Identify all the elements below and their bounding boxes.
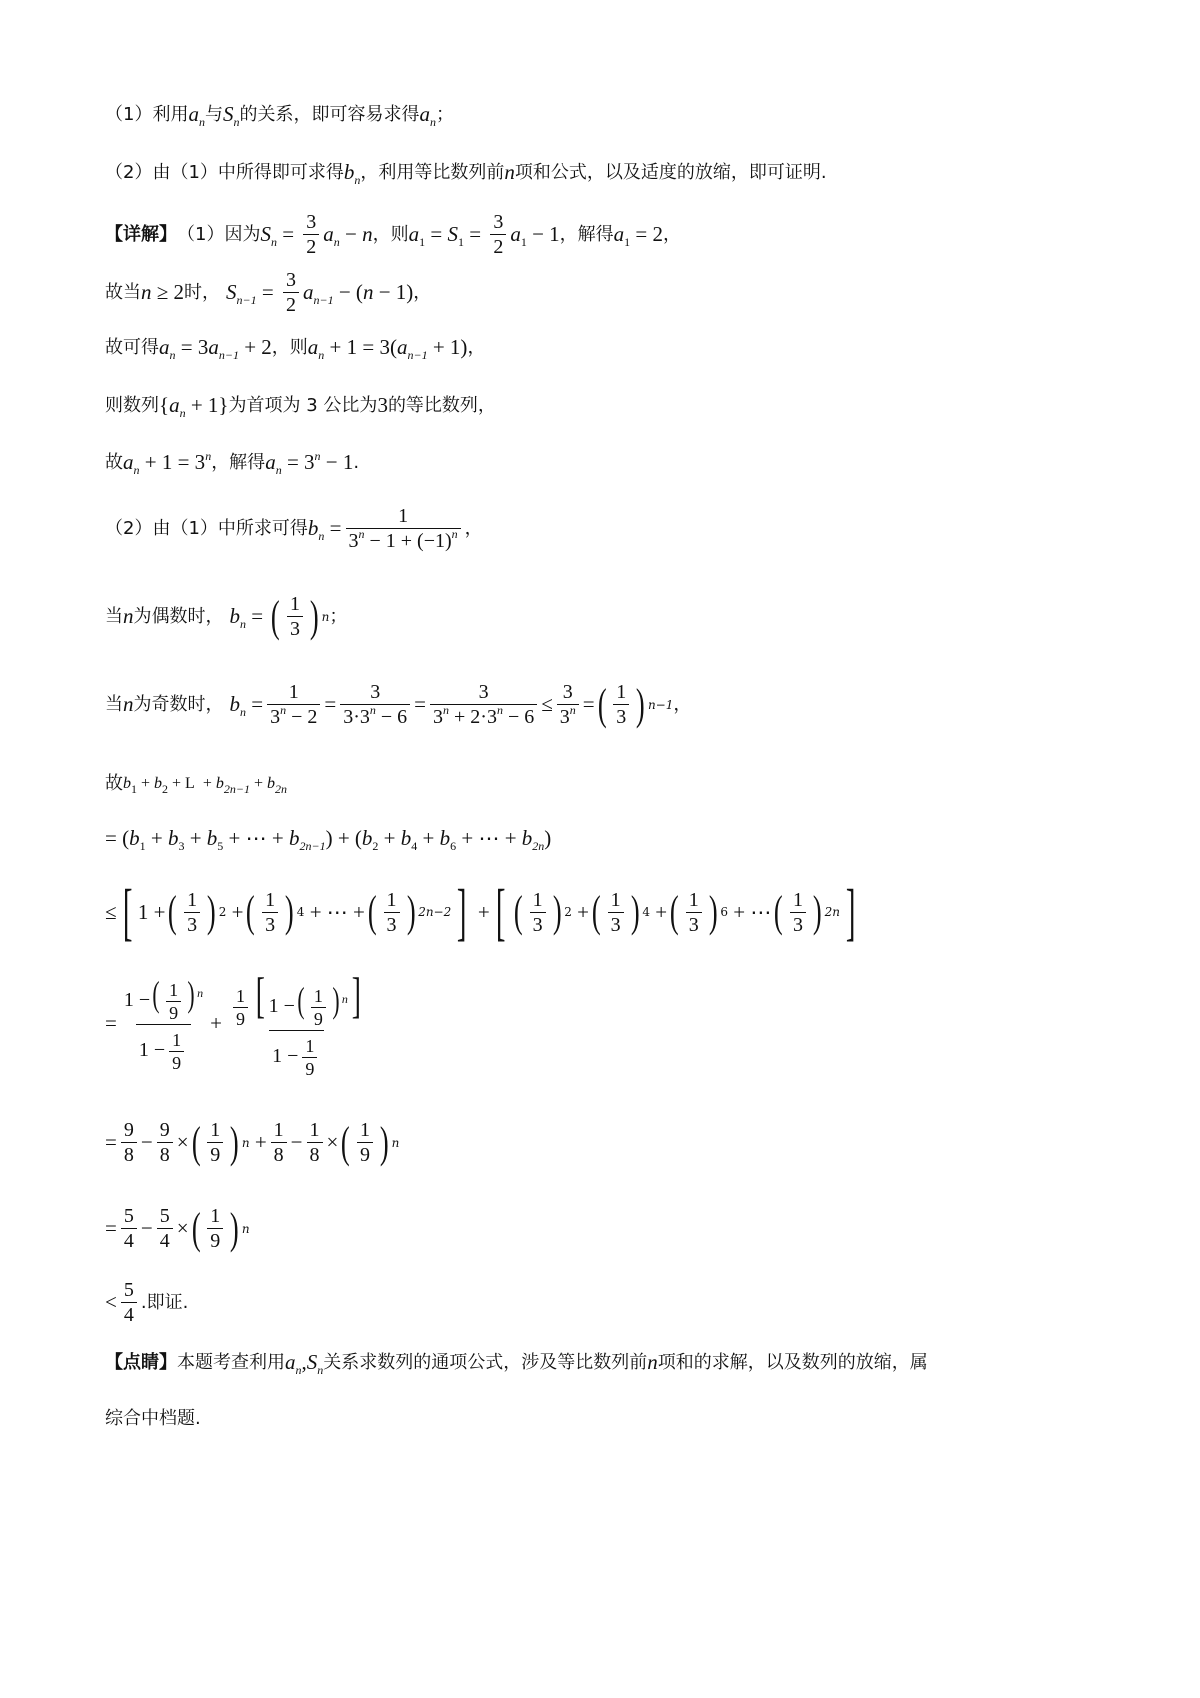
sum-geometric: = 1 −( $\frac{1}{9}$ ) $^n$ 1 − $\frac{1}{9}$ + $\frac{1}{9}$ [ 1 −( $\frac{1}{9}$ ) $^n$] 1 − $\frac{1}{9}$	[105, 967, 361, 1079]
remark-tag: 【点睛】	[105, 1351, 177, 1373]
sum-intro: 故 $b_1$ + $b_2$ + L + $b_{2n-1}$ + $b_{2n}$	[105, 773, 287, 796]
step-n-ge-2: 故当 n ≥ 2 时， $S_{n-1}$ = $\frac{3}{2}$ $a_{n-1}$ − ( n − 1) ，	[105, 269, 432, 316]
even-case: 当 n 为偶数时， $b_n$ = ( 1 3 ) n ；	[105, 591, 348, 641]
detail-tag: 【详解】	[105, 223, 177, 245]
step-geometric: 则数列 { $a_n$ + 1} 为首项为 3 公比为 3 的等比数列，	[105, 393, 496, 420]
odd-case: 当 n 为奇数时， $b_n$ = $\frac{1}{3^n - 2}$ = $\frac{3}{3\cdot 3^n - 6}$ = $\frac{3}{3^n + 2\cdot 3^n - 6}$ ≤ $\frac{3}{3^n}$ = ( 1 3 ) n−1 ，	[105, 679, 692, 729]
sum-expanded: = $\frac{9}{8}$ − $\frac{9}{8}$ × ( 1 9 ) n + $\frac{1}{8}$ − $\frac{1}{8}$ × ( 1 9 ) n	[105, 1117, 400, 1167]
remark-line: 【点睛】 本题考查利用 $a_n$ , $S_n$ 关系求数列的通项公式，涉及等比数列前 n 项和的求解，以及数列的放缩，属	[105, 1350, 928, 1377]
hint-part1: （1）利用 $a_n$ 与 $S_n$ 的关系，即可容易求得 $a_n$ ；	[105, 102, 454, 129]
sum-simplified: = $\frac{5}{4}$ − $\frac{5}{4}$ × ( 1 9 ) n	[105, 1203, 250, 1253]
sum-bound: ≤ [ 1 + ( 1 3 ) 2 + ( 1 3 ) 4 + ⋯ + ( 1 3 ) 2n−2 ] + [ ( 1 3 ) 2 + ( 1 3 ) 4 + ( 1 3 ) 6 + ⋯ ( 1 3 ) 2n ]	[105, 876, 856, 947]
conclusion: < 5 4 .即证.	[105, 1279, 189, 1326]
sum-grouped: = ( $b_1$ + $b_3$ + $b_5$ + ⋯ + $b_{2n-1}$ ) + ( $b_2$ + $b_4$ + $b_6$ + ⋯ + $b_{2n}$ )	[105, 826, 552, 853]
step-recurrence: 故可得 $a_n$ = 3 $a_{n-1}$ + 2 ，则 $a_n$ + 1 = 3( $a_{n-1}$ + 1) ，	[105, 335, 486, 362]
remark-end: 综合中档题.	[105, 1408, 201, 1429]
detail-line: 【详解】 （1）因为 $S_n$ = $\frac{3}{2}$ $a_n$ − n ，则 $a_1$ = $S_1$ = $\frac{3}{2}$ $a_1$ − 1 ，解得 $a_1$ = 2 ，	[105, 211, 682, 258]
part2-bn: （2）由（1）中所求可得 $b_n$ = $\frac{1}{3^n - 1 + (-1)^n}$ ，	[105, 505, 483, 552]
hint-part2: （2）由（1）中所得即可求得 $b_n$ ，利用等比数列前 n 项和公式，以及适度的放缩，即可证明.	[105, 160, 827, 187]
step-an-formula: 故 $a_n$ + $1 = 3^n$ ，解得 $a_n$ = $3^n - 1$ .	[105, 449, 360, 477]
